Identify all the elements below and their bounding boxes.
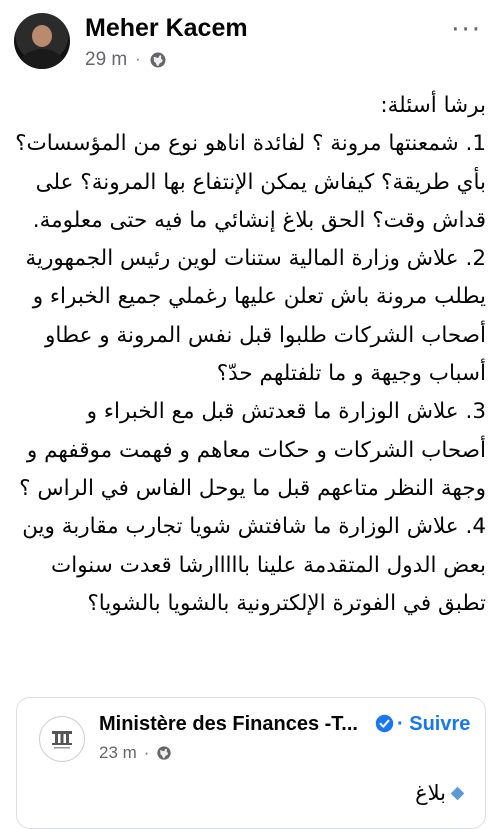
post-line: بأي طريقة؟ كيفاش يمكن الإنتفاع بها المرونة؟ على <box>35 169 486 195</box>
post-line: قداش وقت؟ الحق بلاغ إنشائي ما فيه حتى معلومة. <box>32 207 486 233</box>
post-line: أسباب وجيهة و ما تلفتلهم حدّ؟ <box>216 361 486 387</box>
author-name[interactable]: Meher Kacem <box>85 14 248 42</box>
post-meta <box>85 49 167 71</box>
shared-meta-separator: · <box>143 743 150 762</box>
author-avatar[interactable] <box>14 13 70 69</box>
post-line: يطلب مرونة باش تعلن عليها رغملي جميع الخبراء و <box>32 284 486 310</box>
globe-icon <box>156 745 172 761</box>
globe-icon <box>149 51 167 69</box>
diamond-icon <box>450 786 465 801</box>
post-line: 2. علاش وزارة المالية ستنات لوين رئيس الجمهورية <box>25 246 486 272</box>
post-line: أصحاب الشركات طلبوا قبل نفس المرونة و عطاو <box>45 322 486 348</box>
shared-post-text <box>415 781 465 805</box>
shared-text-label: بلاغ <box>415 781 446 805</box>
post-line: برشا أسئلة: <box>380 93 486 118</box>
follow-label[interactable]: Suivre <box>409 713 471 735</box>
post-line: بعض الدول المتقدمة علينا بااااارشا قعدت سنوات <box>50 552 486 578</box>
shared-post-card[interactable] <box>16 697 486 829</box>
follow-separator: · <box>397 713 404 735</box>
post-time[interactable]: 29 m <box>85 49 128 70</box>
meta-separator: · <box>135 51 141 68</box>
avatar-body <box>20 49 64 69</box>
post-line: 3. علاش الوزارة ما قعدتش قبل مع الخبراء و <box>86 399 486 425</box>
post-header <box>0 0 500 80</box>
ministry-logo-icon <box>47 724 77 754</box>
more-icon[interactable]: ··· <box>451 15 482 45</box>
post-line: أصحاب الشركات و حكات معاهم و فهمت موقفهم و <box>26 437 486 463</box>
post-line: 1. شمعنتها مرونة ؟ لفائدة اناهو نوع من المؤسسات؟ <box>15 131 486 157</box>
shared-page-name[interactable]: Ministère des Finances -T... <box>99 713 358 735</box>
post-line: تطبق في الفوترة الإلكترونية بالشويا بالشويا؟ <box>87 590 486 616</box>
ministry-logo[interactable] <box>39 716 85 762</box>
post-line: 4. علاش الوزارة ما شافتش شويا تجارب مقاربة وين <box>22 514 486 540</box>
post-body <box>16 87 486 623</box>
follow-button[interactable] <box>397 713 470 736</box>
shared-time[interactable]: 23 m <box>99 743 137 762</box>
avatar-face <box>32 25 52 47</box>
post-line: وجهة النظر متاعهم قبل ما يوحل الفاس في الراس ؟ <box>19 475 486 501</box>
verified-icon <box>375 714 394 733</box>
shared-meta <box>99 743 172 763</box>
